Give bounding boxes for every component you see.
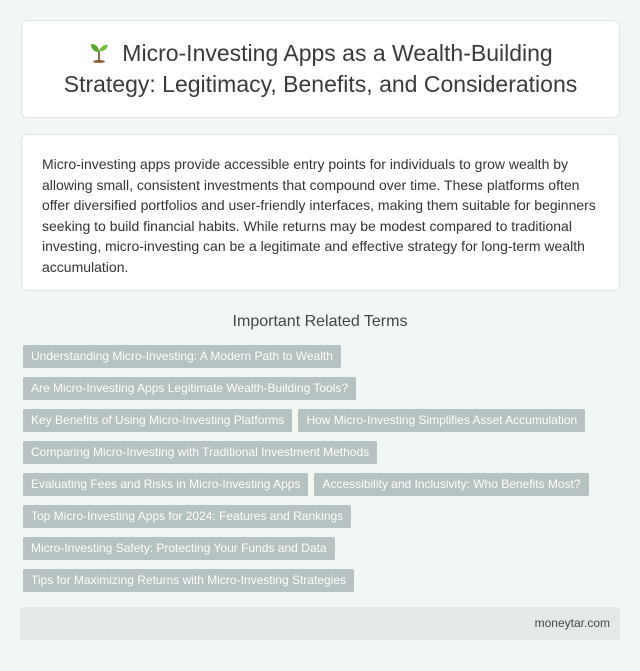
related-term-tag[interactable]: Are Micro-Investing Apps Legitimate Wealth-Building Tools? [23, 377, 356, 400]
related-term-tag[interactable]: Accessibility and Inclusivity: Who Benefits Most? [314, 473, 588, 496]
related-term-tag[interactable]: How Micro-Investing Simplifies Asset Accumulation [298, 409, 585, 432]
related-term-tag[interactable]: Key Benefits of Using Micro-Investing Platforms [23, 409, 292, 432]
page-title-text: Micro-Investing Apps as a Wealth-Building Strategy: Legitimacy, Benefits, and Considerations [63, 40, 578, 97]
sprout-icon [88, 41, 110, 63]
footer-site-link[interactable]: moneytar.com [534, 616, 610, 630]
related-term-tag[interactable]: Comparing Micro-Investing with Traditional Investment Methods [23, 441, 377, 464]
page-title [46, 38, 595, 100]
related-terms-list [23, 345, 620, 601]
footer [20, 607, 620, 640]
title-card [21, 20, 620, 118]
related-term-tag[interactable]: Micro-Investing Safety: Protecting Your Funds and Data [23, 537, 335, 560]
related-term-tag[interactable]: Evaluating Fees and Risks in Micro-Investing Apps [23, 473, 308, 496]
related-term-tag[interactable]: Top Micro-Investing Apps for 2024: Features and Rankings [23, 505, 351, 528]
related-terms-heading: Important Related Terms [232, 313, 408, 330]
related-term-tag[interactable]: Tips for Maximizing Returns with Micro-Investing Strategies [23, 569, 354, 592]
related-term-tag[interactable]: Understanding Micro-Investing: A Modern Path to Wealth [23, 345, 341, 368]
description-card [21, 134, 620, 291]
description-text: Micro-investing apps provide accessible entry points for individuals to grow wealth by allowing small, consistent investments that compound over time. These platforms often offer diversified portfolios and user-friendly interfaces, making them suitable for beginners seeking to build financial habits. While returns may be modest compared to traditional investing, micro-investing can be a legitimate and effective strategy for long-term wealth accumulation. [42, 156, 596, 275]
